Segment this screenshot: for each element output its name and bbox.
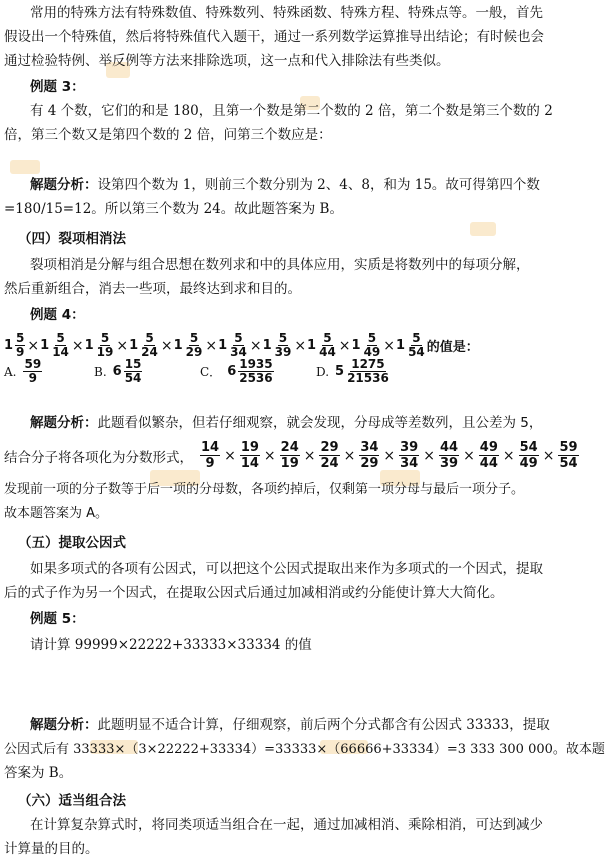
option-b <box>94 358 143 385</box>
option-label: D. <box>316 364 330 379</box>
example3-title: 例题 3： <box>30 79 85 95</box>
analysis-label: 解题分析： <box>30 415 98 431</box>
times-sign: × <box>294 337 307 354</box>
times-sign: × <box>383 447 396 464</box>
example5-analysis <box>30 712 554 739</box>
fraction <box>200 440 220 471</box>
whole-part: 1 <box>396 338 406 353</box>
numerator: 39 <box>400 440 419 455</box>
denominator: 54 <box>408 345 425 359</box>
intro-line: 通过检验特例、举反例等方法来排除选项，这一点和代入排除法有些类似。 <box>4 53 450 69</box>
numerator: 15 <box>124 357 142 371</box>
intro-line: 常用的特殊方法有特殊数值、特殊数列、特殊函数、特殊方程、特殊点等。一般，首先 <box>30 5 543 21</box>
denominator: 49 <box>363 345 381 359</box>
mixed-number <box>307 332 338 359</box>
fraction <box>280 440 300 471</box>
example3-question: 倍，第三个数又是第四个数的 2 倍，问第三个数应是： <box>4 127 332 143</box>
denominator: 9 <box>205 456 215 471</box>
whole-part: 5 <box>335 364 345 379</box>
whole-part: 1 <box>4 338 14 353</box>
numerator: 29 <box>320 440 339 455</box>
example5-title: 例题 5： <box>30 611 85 627</box>
fraction <box>363 332 382 359</box>
option-d <box>316 358 391 385</box>
denominator: 14 <box>240 456 259 471</box>
option-a <box>4 358 43 385</box>
fraction <box>407 332 426 359</box>
times-sign: × <box>463 447 475 464</box>
fraction <box>479 440 499 471</box>
example3-analysis-cont: =180/15=12。所以第三个数为 24。故此题答案为 B。 <box>4 201 343 217</box>
whole-part: 1 <box>129 338 139 353</box>
mixed-number <box>396 332 427 359</box>
times-sign: × <box>160 337 173 354</box>
section4-heading: （四）裂项相消法 <box>18 231 126 247</box>
whole-part: 1 <box>173 338 183 353</box>
whole-part: 6 <box>112 364 122 379</box>
section5-heading: （五）提取公因式 <box>18 535 126 551</box>
mixed-number <box>22 358 43 385</box>
denominator: 54 <box>124 371 142 385</box>
mixed-number <box>227 358 274 385</box>
example5-analysis-cont: 公因式后有 33333×（3×22222+33334）=33333×（66666+33334）=3 333 300 000。故本题 <box>4 742 605 757</box>
denominator: 49 <box>519 456 538 471</box>
fraction <box>51 332 70 359</box>
fraction <box>319 440 339 471</box>
whole-part: 1 <box>218 338 228 353</box>
example4-fraction-form <box>4 440 580 471</box>
numerator: 5 <box>56 331 65 345</box>
option-label: B. <box>94 364 107 379</box>
example3-question: 有 4 个数，它们的和是 180，且第一个数是第二个数的 2 倍，第二个数是第三个数的 2 <box>30 103 553 119</box>
fraction <box>23 358 42 385</box>
times-sign: × <box>224 447 236 464</box>
section5-paragraph: 如果多项式的各项有公因式，可以把这个公因式提取出来作为多项式的一个因式，提取 <box>30 561 543 577</box>
numerator: 59 <box>559 440 578 455</box>
example4-analysis-cont: 发现前一项的分子数等于后一项的分母数，各项约掉后，仅剩第一项分母与最后一项分子。 <box>4 482 525 497</box>
denominator: 29 <box>360 456 379 471</box>
section6-paragraph: 计算量的目的。 <box>4 841 99 857</box>
fraction <box>15 332 25 359</box>
times-sign: × <box>263 447 276 464</box>
analysis-label: 解题分析： <box>30 717 98 733</box>
mixed-number <box>129 332 160 359</box>
fraction <box>240 440 260 471</box>
denominator: 39 <box>274 345 292 359</box>
whole-part: 1 <box>40 338 50 353</box>
denominator: 29 <box>185 345 203 359</box>
mixed-number <box>174 332 205 359</box>
times-sign: × <box>338 337 351 354</box>
whole-part: 1 <box>262 338 272 353</box>
fraction <box>274 332 293 359</box>
numerator: 59 <box>24 357 42 371</box>
fraction <box>346 358 390 385</box>
example4-answer: 故本题答案为 A。 <box>4 506 109 521</box>
mixed-number <box>218 332 249 359</box>
times-sign: × <box>303 447 316 464</box>
section4-paragraph: 然后重新组合，消去一些项，最终达到求和目的。 <box>4 281 301 297</box>
times-sign: × <box>502 447 515 464</box>
fraction <box>318 332 337 359</box>
mixed-number <box>40 332 71 359</box>
denominator: 24 <box>320 456 339 471</box>
fraction <box>439 440 459 471</box>
whole-part: 1 <box>307 338 317 353</box>
option-c <box>200 358 275 385</box>
numerator: 5 <box>412 331 421 345</box>
fraction <box>359 440 379 471</box>
times-sign: × <box>116 337 129 354</box>
fraction <box>140 332 159 359</box>
fraction <box>399 440 419 471</box>
fraction <box>185 332 204 359</box>
example3-analysis <box>30 172 554 199</box>
denominator: 21536 <box>347 371 389 385</box>
denominator: 44 <box>319 345 336 359</box>
denominator: 9 <box>16 345 25 359</box>
example4-expression <box>4 332 479 359</box>
fraction <box>229 332 248 359</box>
numerator: 5 <box>278 331 288 345</box>
denominator: 34 <box>230 345 247 359</box>
denominator: 19 <box>280 456 299 471</box>
analysis-text: 此题看似繁杂，但若仔细观察，就会发现，分母成等差数列，且公差为 5， <box>97 415 543 431</box>
numerator: 34 <box>360 440 379 455</box>
fraction-form-prefix: 结合分子将各项化为分数形式， <box>4 449 193 466</box>
denominator: 54 <box>559 456 578 471</box>
mixed-number <box>352 332 383 359</box>
numerator: 5 <box>189 331 199 345</box>
fraction <box>519 440 539 471</box>
numerator: 5 <box>16 331 25 345</box>
mixed-number <box>113 358 144 385</box>
whole-part: 1 <box>351 338 361 353</box>
analysis-text: 设第四个数为 1，则前三个数分别为 2、4、8，和为 15。故可得第四个数 <box>97 177 540 193</box>
times-sign: × <box>249 337 262 354</box>
numerator: 44 <box>439 440 459 455</box>
numerator: 14 <box>201 440 220 455</box>
denominator: 24 <box>141 345 158 359</box>
section6-heading: （六）适当组合法 <box>18 793 126 809</box>
example5-question: 请计算 99999×22222+33333×33334 的值 <box>30 637 312 653</box>
option-label: C． <box>200 365 222 379</box>
fraction <box>558 440 578 471</box>
numerator: 19 <box>240 440 259 455</box>
example4-title: 例题 4： <box>30 307 85 323</box>
intro-line: 假设出一个特殊值，然后将特殊值代入题干，通过一系列数学运算推导出结论；有时候也会 <box>4 29 544 45</box>
times-sign: × <box>542 447 555 464</box>
mixed-number <box>335 358 391 385</box>
analysis-label: 解题分析： <box>30 177 98 193</box>
numerator: 1935 <box>239 357 273 371</box>
fraction <box>96 332 115 359</box>
value-suffix: 的值是： <box>426 340 479 355</box>
option-label: A. <box>4 364 17 379</box>
whole-part: 6 <box>227 364 237 379</box>
times-sign: × <box>71 337 84 354</box>
fraction <box>124 358 143 385</box>
denominator: 39 <box>439 456 459 471</box>
section4-paragraph: 裂项相消是分解与组合思想在数列求和中的具体应用，实质是将数列中的每项分解， <box>30 257 530 273</box>
numerator: 5 <box>367 331 377 345</box>
numerator: 24 <box>280 440 299 455</box>
mixed-number <box>263 332 294 359</box>
times-sign: × <box>423 447 435 464</box>
section6-paragraph: 在计算复杂算式时，将同类项适当组合在一起，通过加减相消、乘除相消，可达到减少 <box>30 817 543 833</box>
numerator: 5 <box>100 331 110 345</box>
section5-paragraph: 后的式子作为另一个因式，在提取公因式后通过加减相消或约分能使计算大大简化。 <box>4 585 504 601</box>
example5-answer: 答案为 B。 <box>4 765 73 781</box>
times-sign: × <box>27 337 40 354</box>
numerator: 5 <box>323 331 332 345</box>
numerator: 5 <box>145 331 154 345</box>
times-sign: × <box>343 447 356 464</box>
times-sign: × <box>205 337 218 354</box>
mixed-number <box>85 332 116 359</box>
denominator: 14 <box>52 345 69 359</box>
numerator: 54 <box>519 440 538 455</box>
mixed-number <box>4 332 26 359</box>
analysis-text: 此题明显不适合计算，仔细观察，前后两个分式都含有公因式 33333，提取 <box>97 717 550 733</box>
whole-part: 1 <box>84 338 94 353</box>
numerator: 1275 <box>351 357 385 371</box>
numerator: 49 <box>479 440 498 455</box>
example4-analysis <box>30 410 554 437</box>
fraction <box>238 358 273 385</box>
numerator: 5 <box>234 331 243 345</box>
denominator: 34 <box>400 456 419 471</box>
denominator: 19 <box>96 345 114 359</box>
denominator: 2536 <box>239 371 273 385</box>
denominator: 44 <box>479 456 498 471</box>
denominator: 9 <box>28 371 38 385</box>
times-sign: × <box>383 337 396 354</box>
